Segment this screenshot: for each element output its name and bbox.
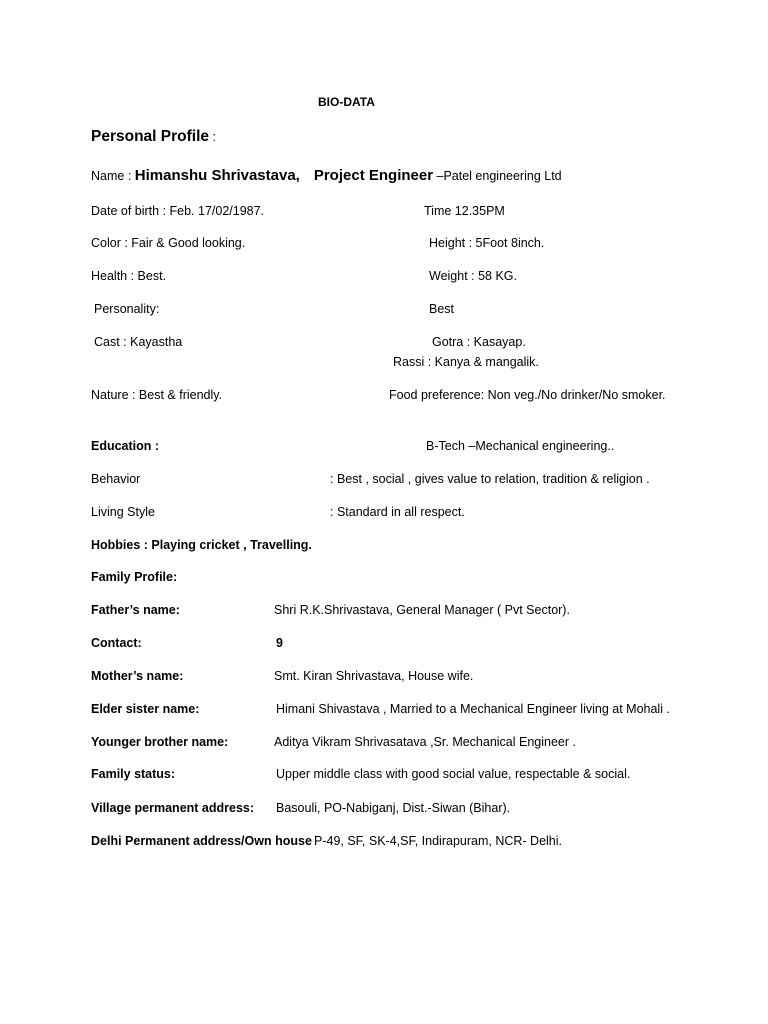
health: Health : Best.	[91, 269, 167, 283]
family-status-value: Upper middle class with good social value, respectable & social.	[276, 767, 631, 781]
younger-brother-value: Aditya Vikram Shrivasatava ,Sr. Mechanical Engineer .	[274, 735, 576, 749]
education-label: Education :	[91, 439, 160, 453]
weight: Weight : 58 KG.	[429, 269, 518, 283]
personality-label: Personality:	[94, 302, 160, 316]
personality-value: Best	[429, 302, 455, 316]
mothers-name-label: Mother’s name:	[91, 669, 184, 683]
elder-sister-value: Himani Shivastava , Married to a Mechanical Engineer living at Mohali .	[276, 702, 670, 716]
younger-brother-label: Younger brother name:	[91, 735, 229, 749]
education-value: B-Tech –Mechanical engineering..	[426, 439, 615, 453]
elder-sister-label: Elder sister name:	[91, 702, 200, 716]
contact-value: 9	[276, 636, 283, 650]
employer: –Patel engineering Ltd	[433, 169, 562, 183]
behavior-label: Behavior	[91, 472, 141, 486]
height: Height : 5Foot 8inch.	[429, 236, 545, 250]
village-address-value: Basouli, PO-Nabiganj, Dist.-Siwan (Bihar).	[276, 801, 511, 815]
job-title: Project Engineer	[313, 167, 434, 184]
cast: Cast : Kayastha	[94, 335, 183, 349]
birth-time: Time 12.35PM	[424, 204, 505, 218]
rassi: Rassi : Kanya & mangalik.	[393, 355, 539, 369]
living-style-label: Living Style	[91, 505, 155, 519]
color: Color : Fair & Good looking.	[91, 236, 246, 250]
personal-profile-heading-colon: :	[209, 130, 216, 144]
fathers-name-label: Father’s name:	[91, 603, 180, 617]
contact-label: Contact:	[91, 636, 142, 650]
fathers-name-value: Shri R.K.Shrivastava, General Manager ( Pvt Sector).	[274, 603, 570, 617]
personal-profile-heading-text: Personal Profile	[91, 128, 210, 145]
family-profile-heading: Family Profile:	[91, 570, 178, 584]
nature: Nature : Best & friendly.	[91, 388, 223, 402]
family-status-label: Family status:	[91, 767, 176, 781]
hobbies: Hobbies : Playing cricket , Travelling.	[91, 538, 312, 552]
behavior-value: : Best , social , gives value to relation, tradition & religion .	[330, 472, 650, 486]
living-style-value: : Standard in all respect.	[330, 505, 465, 519]
personal-profile-heading	[91, 129, 216, 145]
name-value: Himanshu Shrivastava,	[134, 167, 300, 184]
gotra: Gotra : Kasayap.	[432, 335, 526, 349]
document-title: BIO-DATA	[318, 95, 375, 109]
mothers-name-value: Smt. Kiran Shrivastava, House wife.	[274, 669, 474, 683]
delhi-address-value: P-49, SF, SK-4,SF, Indirapuram, NCR- Delhi.	[314, 834, 562, 848]
dob: Date of birth : Feb. 17/02/1987.	[91, 204, 265, 218]
delhi-address-label: Delhi Permanent address/Own house	[91, 834, 312, 848]
name-line	[91, 168, 562, 183]
village-address-label: Village permanent address:	[91, 801, 255, 815]
name-label: Name :	[91, 169, 135, 183]
food-preference: Food preference: Non veg./No drinker/No smoker.	[389, 388, 666, 402]
